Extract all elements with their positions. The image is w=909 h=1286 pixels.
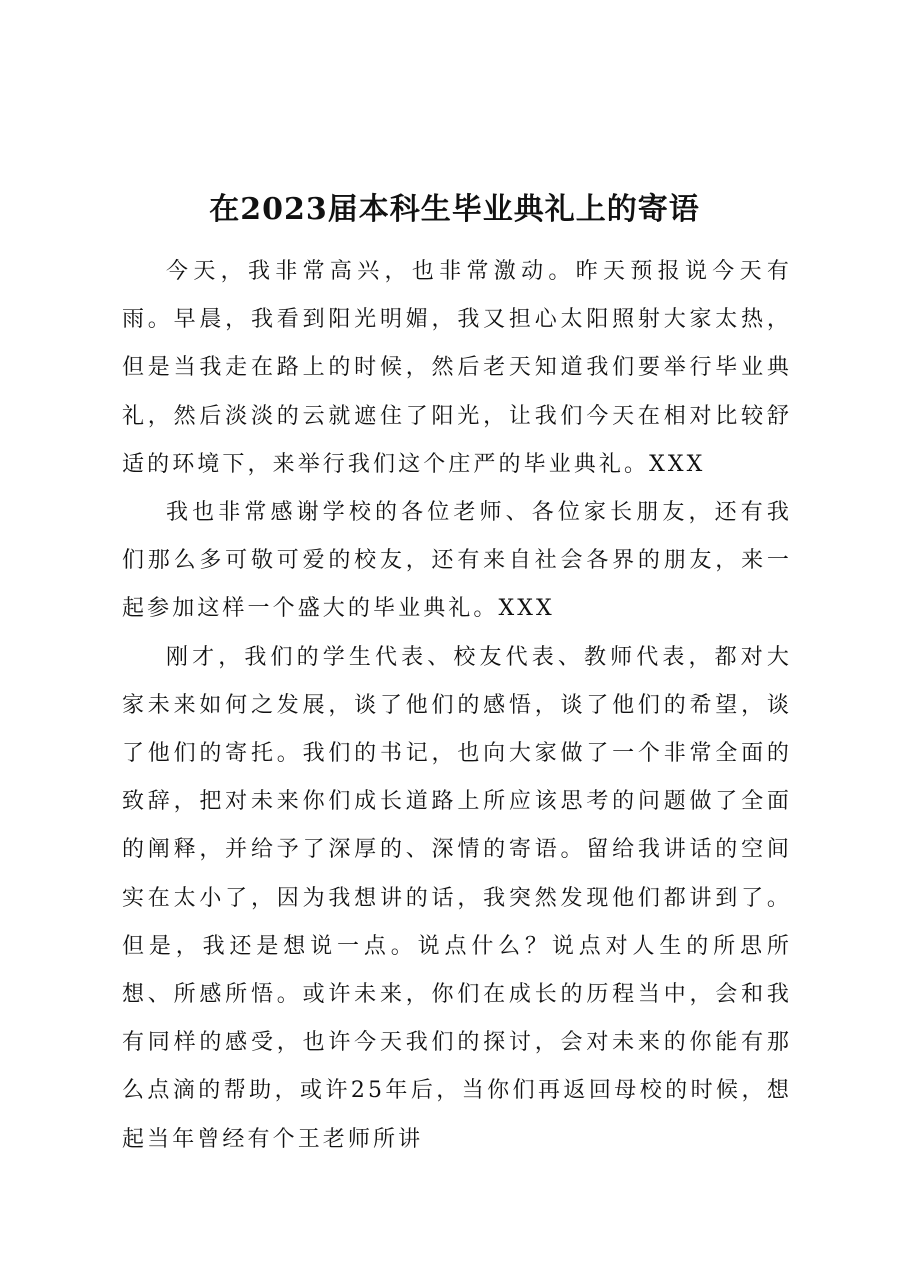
paragraph-3: 刚才，我们的学生代表、校友代表、教师代表，都对大家未来如何之发展，谈了他们的感悟，谈了他们的希望，谈了他们的寄托。我们的书记，也向大家做了一个非常全面的致辞，把对未来你们成长道路上所应该思考的问题做了全面的阐释，并给予了深厚的、深情的寄语。留给我讲话的空间实在太小了，因为我想讲的话，我突然发现他们都讲到了。但是，我还是想说一点。说点什么？说点对人生的所思所想、所感所悟。或许未来，你们在成长的历程当中，会和我有同样的感受，也许今天我们的探讨，会对未来的你能有那么点滴的帮助，或许25年后，当你们再返回母校的时候，想起当年曾经有个王老师所讲	[122, 644, 792, 1152]
document-body	[122, 248, 792, 1164]
paragraph-1: 今天，我非常高兴，也非常激动。昨天预报说今天有雨。早晨，我看到阳光明媚，我又担心太阳照射大家太热，但是当我走在路上的时候，然后老天知道我们要举行毕业典礼，然后淡淡的云就遮住了阳光，让我们今天在相对比较舒适的环境下，来举行我们这个庄严的毕业典礼。XXX	[122, 259, 792, 477]
document-title: 在2023届本科生毕业典礼上的寄语	[209, 192, 700, 227]
paragraph-2: 我也非常感谢学校的各位老师、各位家长朋友，还有我们那么多可敬可爱的校友，还有来自社会各界的朋友，来一起参加这样一个盛大的毕业典礼。XXX	[122, 500, 792, 622]
